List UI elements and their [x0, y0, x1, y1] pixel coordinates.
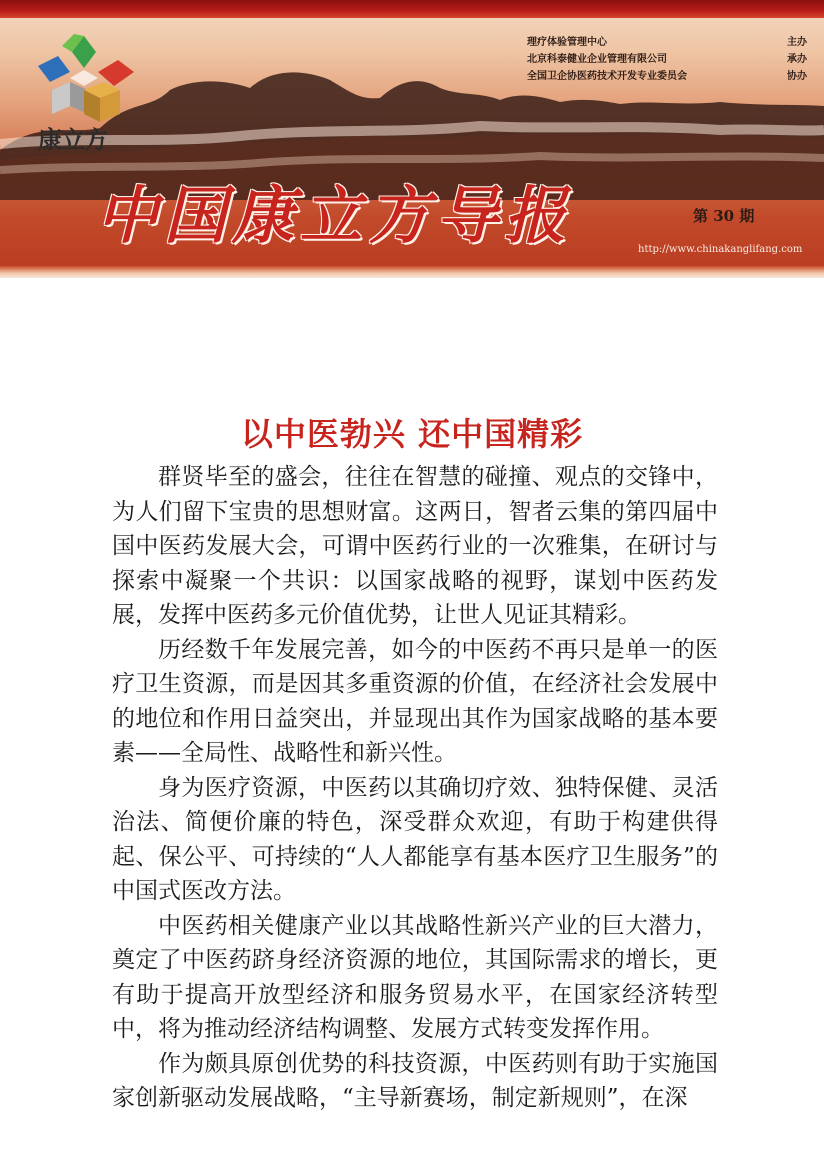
sponsor-organization: 理疗体验管理中心	[527, 37, 607, 48]
issue-number: 第 30 期	[693, 207, 755, 225]
sponsor-row	[527, 68, 807, 85]
sponsor-row	[527, 51, 807, 68]
website-url: http://www.chinakanglifang.com	[638, 244, 803, 255]
article-paragraph: 作为颇具原创优势的科技资源，中医药则有助于实施国家创新驱动发展战略，“主导新赛场，制定新规则”，在深	[112, 1050, 718, 1111]
article-paragraph: 身为医疗资源，中医药以其确切疗效、独特保健、灵活治法、简便价廉的特色，深受群众欢迎，有助于构建供得起、保公平、可持续的“人人都能享有基本医疗卫生服务”的中国式医改方法。	[112, 774, 718, 904]
top-red-band	[0, 0, 824, 18]
article-paragraph: 中医药相关健康产业以其战略性新兴产业的巨大潜力，奠定了中医药跻身经济资源的地位，其国际需求的增长，更有助于提高开放型经济和服务贸易水平，在国家经济转型中，将为推动经济结构调整、发展方式转变发挥作用。	[112, 912, 718, 1042]
sponsor-role: 承办	[787, 54, 807, 65]
logo-wordmark: 康立方	[38, 126, 107, 154]
sponsor-organization: 全国卫企协医药技术开发专业委员会	[527, 71, 687, 82]
masthead-banner	[0, 0, 824, 278]
sponsor-role: 主办	[787, 37, 807, 48]
sponsor-list	[527, 34, 807, 85]
bottom-fade-band	[0, 266, 824, 278]
newspaper-masthead-title: 中国康立方导报	[96, 179, 573, 252]
sponsor-role: 协办	[787, 71, 807, 82]
article-paragraph: 群贤毕至的盛会，往往在智慧的碰撞、观点的交锋中，为人们留下宝贵的思想财富。这两日，智者云集的第四届中国中医药发展大会，可谓中医药行业的一次雅集，在研讨与探索中凝聚一个共识：以国家战略的视野，谋划中医药发展，发挥中医药多元价值优势，让世人见证其精彩。	[112, 464, 718, 628]
sponsor-organization: 北京科泰健业企业管理有限公司	[527, 54, 667, 65]
article-body	[112, 460, 718, 1116]
article-paragraph: 历经数千年发展完善，如今的中医药不再只是单一的医疗卫生资源，而是因其多重资源的价值，在经济社会发展中的地位和作用日益突出，并显现出其作为国家战略的基本要素——全局性、战略性和新兴性。	[112, 636, 718, 766]
article-title: 以中医勃兴 还中国精彩	[240, 415, 584, 454]
sponsor-row	[527, 34, 807, 51]
